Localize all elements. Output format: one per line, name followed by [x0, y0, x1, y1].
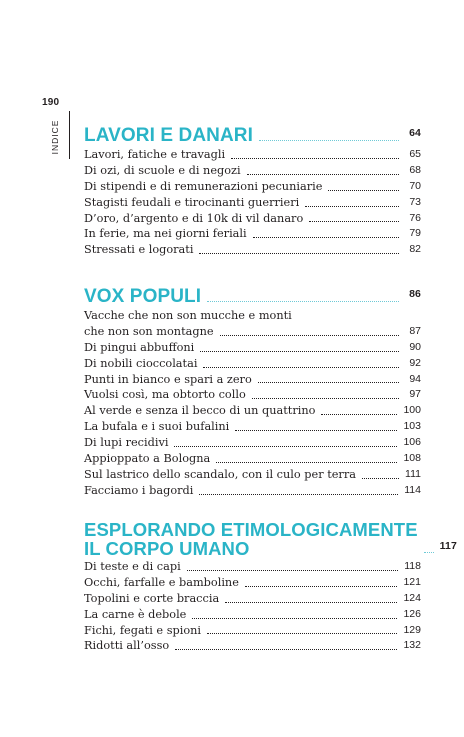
toc-entry[interactable] [84, 372, 421, 388]
toc-entry[interactable] [84, 559, 421, 575]
dot-leader [252, 398, 399, 399]
entry-title: Vuolsi così, ma obtorto collo [84, 388, 246, 402]
entry-title: In ferie, ma nei giorni feriali [84, 227, 247, 241]
entry-page: 79 [409, 227, 421, 240]
dot-leader [199, 494, 398, 495]
dot-leader [362, 478, 399, 479]
entry-list [84, 147, 421, 258]
toc-entry[interactable] [84, 483, 421, 499]
dot-leader [174, 446, 397, 447]
section-page: 64 [409, 127, 421, 139]
dot-leader [245, 586, 398, 587]
dot-leader [187, 570, 399, 571]
entry-title: Ridotti all’osso [84, 639, 170, 653]
dot-leader [235, 430, 397, 431]
dot-leader [253, 237, 399, 238]
entry-list [84, 559, 421, 654]
entry-title: Al verde e senza il becco di un quattrino [84, 404, 316, 418]
section-heading[interactable] [84, 284, 421, 307]
section-heading[interactable] [84, 519, 457, 559]
entry-page: 68 [409, 163, 421, 176]
entry-page: 106 [403, 436, 421, 449]
toc-entry[interactable] [84, 575, 421, 591]
entry-title: D’oro, d’argento e di 10k di vil danaro [84, 211, 304, 225]
dot-leader [305, 206, 399, 207]
entry-page: 129 [403, 623, 421, 636]
section-title-line-1: ESPLORANDO ETIMOLOGICAMENTE [84, 519, 418, 540]
entry-page: 103 [403, 420, 421, 433]
entry-page: 126 [403, 607, 421, 620]
entry-list [84, 308, 421, 499]
toc-entry[interactable] [84, 403, 421, 419]
toc-entry[interactable] [84, 387, 421, 403]
dot-leader [207, 633, 397, 634]
entry-title: Di pingui abbuffoni [84, 340, 195, 354]
entry-page: 92 [409, 356, 421, 369]
entry-title: Facciamo i bagordi [84, 483, 194, 497]
entry-page: 121 [403, 575, 421, 588]
dot-leader [259, 140, 399, 141]
entry-title: Fichi, fegati e spioni [84, 623, 202, 637]
entry-page: 70 [409, 179, 421, 192]
entry-title: Stressati e logorati [84, 243, 194, 257]
dot-leader [328, 190, 399, 191]
entry-page: 73 [409, 195, 421, 208]
toc-entry[interactable] [84, 226, 421, 242]
entry-page: 118 [404, 559, 421, 572]
toc-entry[interactable] [84, 467, 421, 483]
section-title-line-2: IL CORPO UMANO [84, 538, 250, 559]
entry-page: 76 [409, 211, 421, 224]
toc-entry[interactable] [84, 324, 421, 340]
dot-leader [309, 221, 399, 222]
entry-title: Sul lastrico dello scandalo, con il culo per terra [84, 467, 356, 481]
entry-title: Di lupi recidivi [84, 436, 169, 450]
dot-leader [220, 335, 399, 336]
entry-title: Topolini e corte braccia [84, 591, 220, 605]
toc-entry[interactable] [84, 451, 421, 467]
running-section-label: INDICE [50, 119, 60, 155]
entry-title: che non son montagne [84, 324, 214, 338]
entry-page: 100 [403, 404, 421, 417]
entry-page: 87 [409, 324, 421, 337]
entry-title: Di stipendi e di remunerazioni pecuniarie [84, 179, 323, 193]
entry-title: La bufala e i suoi bufalini [84, 420, 230, 434]
entry-page: 111 [405, 467, 421, 480]
toc-entry[interactable] [84, 242, 421, 258]
entry-title: Occhi, farfalle e bamboline [84, 575, 239, 589]
dot-leader [207, 301, 399, 302]
entry-page: 65 [409, 147, 421, 160]
entry-page: 97 [409, 388, 421, 401]
toc-entry[interactable] [84, 591, 421, 607]
toc-entry[interactable] [84, 435, 421, 451]
entry-page: 124 [403, 591, 421, 604]
toc-entry[interactable] [84, 638, 421, 654]
entry-title: Stagisti feudali e tirocinanti guerrieri [84, 195, 300, 209]
toc-entry[interactable] [84, 211, 421, 227]
toc-entry[interactable] [84, 623, 421, 639]
side-rule [69, 111, 70, 159]
toc-section [84, 284, 421, 499]
dot-leader [199, 253, 399, 254]
dot-leader [321, 414, 397, 415]
dot-leader [175, 649, 397, 650]
dot-leader [192, 618, 397, 619]
toc-entry[interactable] [84, 179, 421, 195]
entry-title: Di teste e di capi [84, 559, 181, 573]
toc-section [84, 519, 457, 654]
entry-page: 114 [404, 483, 421, 496]
dot-leader [225, 602, 397, 603]
entry-title: Appioppato a Bologna [84, 452, 211, 465]
entry-page: 94 [409, 372, 421, 385]
dot-leader [247, 174, 399, 175]
entry-title: Vacche che non son mucche e monti [84, 308, 292, 322]
section-heading[interactable] [84, 123, 421, 146]
section-title: VOX POPULI [84, 286, 202, 307]
dot-leader [231, 158, 399, 159]
toc-entry[interactable] [84, 195, 421, 211]
dot-leader [216, 462, 397, 463]
entry-page: 132 [403, 639, 421, 652]
section-page: 117 [439, 540, 457, 552]
entry-title: Di nobili cioccolatai [84, 356, 198, 370]
dot-leader [258, 382, 399, 383]
toc-entry[interactable] [84, 340, 421, 356]
dot-leader [200, 351, 399, 352]
toc-entry[interactable] [84, 147, 421, 163]
section-title: LAVORI E DANARI [84, 125, 253, 146]
entry-title: Lavori, fatiche e travagli [84, 147, 226, 161]
entry-title: Di ozi, di scuole e di negozi [84, 163, 241, 177]
toc-entry[interactable] [84, 607, 421, 623]
dot-leader [203, 367, 399, 368]
page-number: 190 [42, 97, 60, 108]
toc-entry[interactable] [84, 419, 421, 435]
entry-page: 108 [403, 452, 421, 464]
section-page: 86 [409, 288, 421, 300]
entry-page: 82 [409, 243, 421, 256]
dot-leader [424, 552, 434, 553]
toc-entry-first-line[interactable] [84, 308, 421, 324]
entry-title: Punti in bianco e spari a zero [84, 372, 252, 386]
toc-entry[interactable] [84, 356, 421, 372]
toc-entry[interactable] [84, 163, 421, 179]
section-title [84, 520, 418, 558]
entry-page: 90 [409, 340, 421, 353]
toc-section [84, 123, 421, 258]
entry-title: La carne è debole [84, 607, 187, 621]
